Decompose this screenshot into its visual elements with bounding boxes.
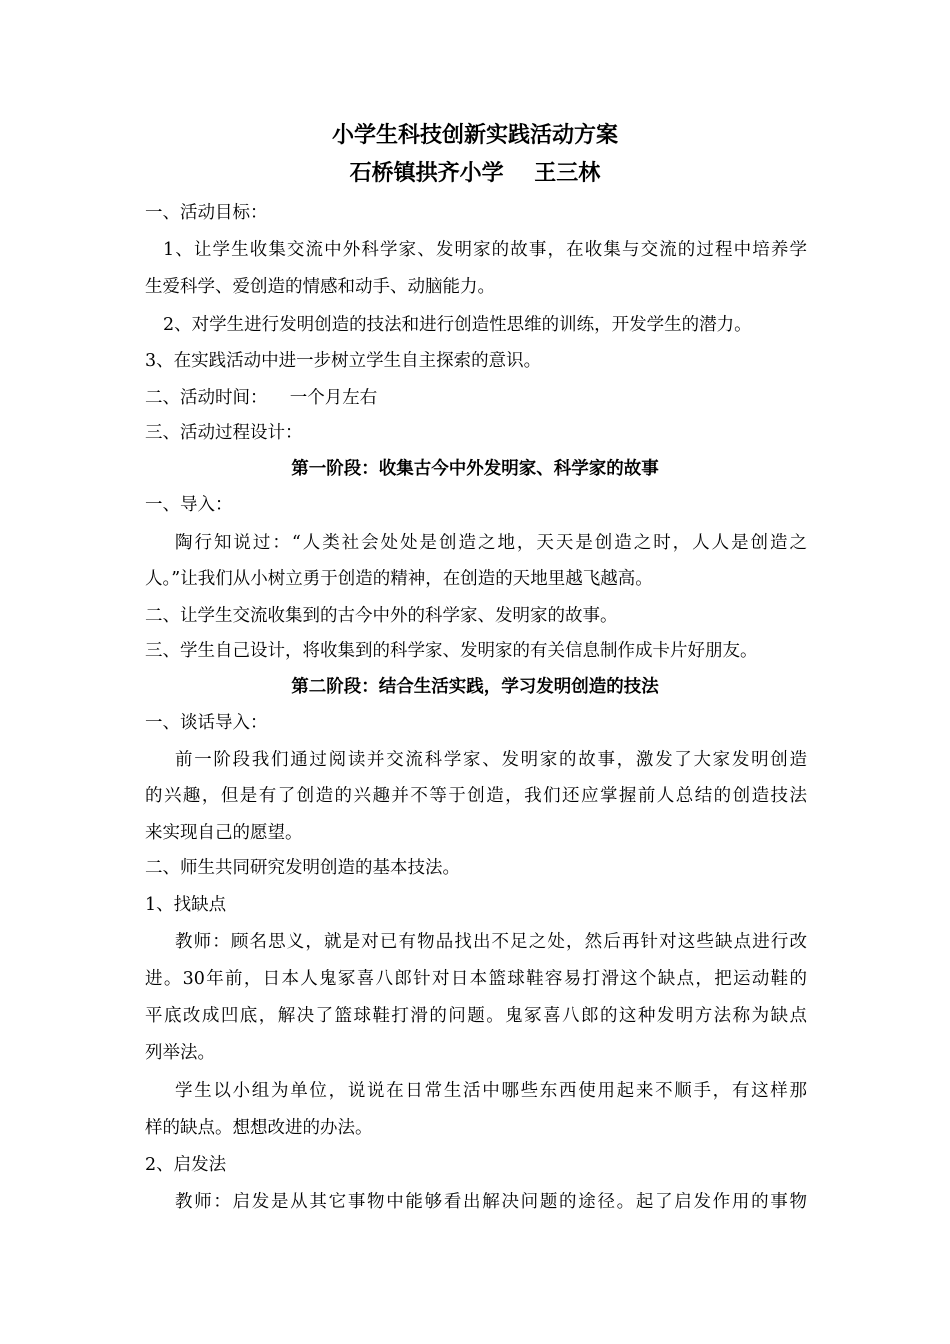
section-heading: 一、导入： (145, 495, 233, 515)
paragraph-line: 的兴趣，但是有了创造的兴趣并不等于创造，我们还应掌握前人总结的创造技法 (145, 786, 807, 806)
stage-heading: 第二阶段：结合生活实践，学习发明创造的技法 (291, 677, 659, 697)
section-heading: 二、活动时间： 一个月左右 (145, 388, 378, 408)
paragraph-line: 人。”让我们从小树立勇于创造的精神，在创造的天地里越飞越高。 (145, 569, 653, 589)
paragraph-line: 生爱科学、爱创造的情感和动手、动脑能力。 (145, 277, 495, 297)
section-heading: 三、活动过程设计： (145, 423, 303, 443)
paragraph-line: 三、学生自己设计，将收集到的科学家、发明家的有关信息制作成卡片好朋友。 (145, 641, 758, 661)
paragraph-line: 教师：顾名思义，就是对已有物品找出不足之处，然后再针对这些缺点进行改 (175, 932, 807, 952)
paragraph-line: 1、让学生收集交流中外科学家、发明家的故事，在收集与交流的过程中培养学 (163, 240, 807, 260)
paragraph-line: 来实现自己的愿望。 (145, 823, 303, 843)
paragraph-line: 教师：启发是从其它事物中能够看出解决问题的途径。起了启发作用的事物 (175, 1192, 807, 1212)
subsection-heading: 1、找缺点 (145, 895, 227, 915)
document-title: 小学生科技创新实践活动方案 (331, 122, 618, 148)
paragraph-line: 2、对学生进行发明创造的技法和进行创造性思维的训练，开发学生的潜力。 (163, 315, 752, 335)
section-heading: 二、师生共同研究发明创造的基本技法。 (145, 858, 460, 878)
subsection-heading: 2、启发法 (145, 1155, 227, 1175)
section-heading: 一、活动目标： (145, 203, 268, 223)
stage-heading: 第一阶段：收集古今中外发明家、科学家的故事 (291, 459, 659, 479)
paragraph-line: 二、让学生交流收集到的古今中外的科学家、发明家的故事。 (145, 606, 618, 626)
document-subtitle: 石桥镇拱齐小学 王三林 (349, 160, 601, 186)
paragraph-line: 陶行知说过：“人类社会处处是创造之地，天天是创造之时，人人是创造之 (175, 533, 807, 553)
paragraph-line: 前一阶段我们通过阅读并交流科学家、发明家的故事，激发了大家发明创造 (175, 750, 807, 770)
paragraph-line: 3、在实践活动中进一步树立学生自主探索的意识。 (145, 351, 542, 371)
section-heading: 一、谈话导入： (145, 713, 268, 733)
paragraph-line: 进。30年前，日本人鬼冢喜八郎针对日本篮球鞋容易打滑这个缺点，把运动鞋的 (145, 969, 807, 989)
paragraph-line: 样的缺点。想想改进的办法。 (145, 1118, 373, 1138)
paragraph-line: 平底改成凹底，解决了篮球鞋打滑的问题。鬼冢喜八郎的这种发明方法称为缺点 (145, 1006, 807, 1026)
paragraph-line: 学生以小组为单位，说说在日常生活中哪些东西使用起来不顺手，有这样那 (175, 1081, 807, 1101)
paragraph-line: 列举法。 (145, 1043, 215, 1063)
